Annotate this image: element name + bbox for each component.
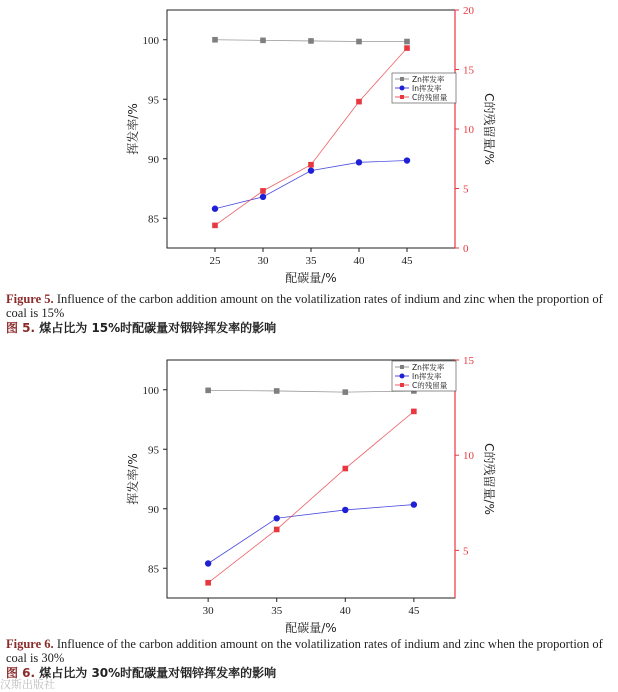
fig5-x-tick-label: 30 <box>257 255 269 267</box>
figure-5-caption-cn <box>6 319 276 336</box>
fig5-x-tick-label: 35 <box>305 255 317 267</box>
fig5-legend-marker <box>400 77 404 81</box>
fig6-point-0 <box>205 388 211 394</box>
fig5-point-2 <box>356 99 362 105</box>
fig5-point-0 <box>212 37 218 43</box>
fig5-legend-label: C的残留量 <box>412 93 448 102</box>
fig5-point-2 <box>212 223 218 229</box>
fig6-point-1 <box>205 560 211 566</box>
fig6-point-1 <box>411 501 417 507</box>
figure-5-caption <box>6 292 612 320</box>
fig6-y2-tick-label: 5 <box>463 545 469 558</box>
fig5-legend-marker <box>400 95 404 99</box>
fig5-x-tick-label: 25 <box>209 255 221 267</box>
fig5-x-axis-label: 配碳量/% <box>285 271 337 285</box>
fig5-point-2 <box>260 188 266 194</box>
fig5-y2-tick-label: 10 <box>463 124 474 136</box>
fig5-point-1 <box>356 159 362 165</box>
fig6-legend-marker <box>400 365 404 369</box>
fig6-legend-label: In挥发率 <box>412 372 442 381</box>
fig6-point-1 <box>342 507 348 513</box>
fig5-point-0 <box>308 38 314 44</box>
fig6-y-tick-label: 95 <box>148 444 159 457</box>
figure-6-caption-cn-label: 图 6. <box>6 666 36 680</box>
fig6-y-tick-label: 100 <box>142 384 159 397</box>
fig5-legend-label: Zn挥发率 <box>412 75 445 84</box>
fig5-y2-axis-label: C的残留量/% <box>482 93 496 165</box>
fig5-point-0 <box>404 39 410 45</box>
fig5-point-0 <box>260 38 266 44</box>
fig6-y-tick-label: 85 <box>148 563 159 576</box>
watermark: 汉斯出版社 <box>0 678 55 691</box>
fig5-x-tick-label: 40 <box>353 255 365 267</box>
fig5-series-line-2 <box>215 48 407 225</box>
fig5-legend-marker <box>400 86 405 91</box>
figure-5-caption-label: Figure 5. <box>6 292 54 306</box>
fig6-x-axis-label: 配碳量/% <box>285 621 337 635</box>
fig6-y2-tick-label: 15 <box>463 355 474 367</box>
fig5-plot-frame <box>167 10 455 248</box>
fig6-x-tick-label: 40 <box>339 605 351 617</box>
fig5-point-1 <box>260 194 266 200</box>
fig5-legend-label: In挥发率 <box>412 84 442 93</box>
fig6-y2-tick-label: 10 <box>463 450 474 463</box>
fig6-point-2 <box>274 527 280 533</box>
fig6-legend-marker <box>400 374 405 379</box>
fig6-y-tick-label: 90 <box>148 503 159 516</box>
fig6-point-2 <box>342 466 348 472</box>
fig6-y2-axis-label: C的残留量/% <box>482 443 496 515</box>
fig6-legend-label: C的残留量 <box>412 381 448 390</box>
fig6-legend-label: Zn挥发率 <box>412 363 445 372</box>
figure-5-caption-cn-label: 图 5. <box>6 321 36 335</box>
fig5-y-axis-label: 挥发率/% <box>126 103 140 155</box>
fig6-point-0 <box>342 389 348 395</box>
fig5-point-1 <box>308 167 314 173</box>
fig5-point-1 <box>404 157 410 163</box>
fig6-x-tick-label: 30 <box>202 605 214 617</box>
fig5-x-tick-label: 45 <box>401 255 413 267</box>
fig6-point-1 <box>274 515 280 521</box>
fig6-y-axis-label: 挥发率/% <box>126 453 140 505</box>
fig6-point-2 <box>411 409 417 415</box>
figure-5-caption-text: Influence of the carbon addition amount on the volatilization rates of indium and zinc when the proportion of coal is 15% <box>6 292 603 320</box>
fig6-series-line-2 <box>208 411 414 582</box>
figure-6-caption <box>6 637 612 665</box>
fig5-y-tick-label: 100 <box>142 34 159 47</box>
fig6-series-line-0 <box>208 390 414 392</box>
fig5-y-tick-label: 95 <box>148 94 159 107</box>
figure-6 <box>0 350 618 640</box>
fig5-y2-tick-label: 5 <box>463 183 469 196</box>
fig5-y2-tick-label: 0 <box>463 243 469 255</box>
figure-6-caption-text: Influence of the carbon addition amount on the volatilization rates of indium and zinc when the proportion of coal is 30% <box>6 637 603 665</box>
fig6-series-line-1 <box>208 505 414 564</box>
fig6-x-tick-label: 45 <box>408 605 420 617</box>
figure-6-caption-label: Figure 6. <box>6 637 54 651</box>
figure-5-caption-cn-text: 煤占比为 15%时配碳量对铟锌挥发率的影响 <box>35 321 277 335</box>
fig5-y2-tick-label: 15 <box>463 64 474 77</box>
figure-6-chart <box>0 350 618 640</box>
fig6-x-tick-label: 35 <box>271 605 283 617</box>
fig5-y-tick-label: 85 <box>148 213 159 226</box>
fig5-point-2 <box>308 162 314 168</box>
fig5-y2-tick-label: 20 <box>463 5 474 17</box>
figure-6-caption-cn-text: 煤占比为 30%时配碳量对铟锌挥发率的影响 <box>35 666 277 680</box>
fig5-point-0 <box>356 39 362 45</box>
figure-5-chart <box>0 0 618 290</box>
fig5-point-2 <box>404 45 410 51</box>
fig5-y-tick-label: 90 <box>148 153 159 166</box>
fig6-legend-marker <box>400 383 404 387</box>
fig6-point-0 <box>274 388 280 394</box>
fig6-point-2 <box>205 580 211 586</box>
fig5-point-1 <box>212 206 218 212</box>
figure-5 <box>0 0 618 290</box>
